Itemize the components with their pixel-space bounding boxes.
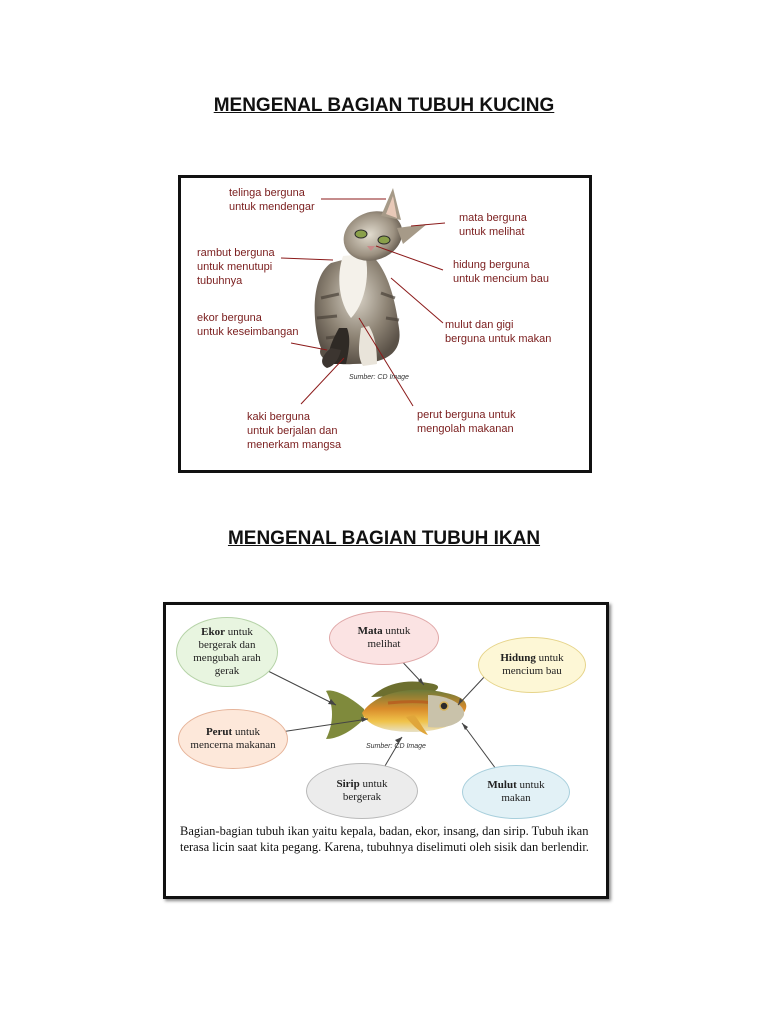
fish-section-title: MENGENAL BAGIAN TUBUH IKAN	[227, 528, 541, 549]
cat-label-legs: kaki berguna untuk berjalan dan menerkam mangsa	[247, 411, 342, 451]
fish-bubble-fin: Sirip untuk bergerak	[306, 763, 418, 819]
cat-eye-right	[378, 236, 390, 244]
fish-image-source: Sumber: CD Image	[366, 743, 426, 750]
fish-bubble-nose: Hidung untuk mencium bau	[478, 637, 586, 693]
cat-section-title: MENGENAL BAGIAN TUBUH KUCING	[213, 95, 555, 116]
fish-description: Bagian-bagian tubuh ikan yaitu kepala, badan, ekor, insang, dan sirip. Tubuh ikan terasa licin saat kita pegang. Karena, tubuhnya diselimuti oleh sisik dan berlendir.	[180, 824, 589, 854]
fish-bubble-eye: Mata untuk melihat	[329, 611, 439, 665]
fish-bubble-mouth: Mulut untuk makan	[462, 765, 570, 819]
fish-bubble-stomach: Perut untuk mencerna makanan	[178, 709, 288, 769]
cat-eye-left	[355, 230, 367, 238]
fish-eye	[440, 702, 448, 710]
cat-image-source: Sumber: CD Image	[349, 374, 409, 381]
fish-bubble-tail: Ekor untuk bergerak dan mengubah arah gerak	[176, 617, 278, 687]
cat-label-stomach: perut berguna untuk mengolah makanan	[417, 409, 516, 435]
cat-label-eye: mata berguna untuk melihat	[459, 212, 527, 238]
cat-label-nose: hidung berguna untuk mencium bau	[453, 259, 549, 285]
fish-tail-fin	[326, 691, 364, 739]
cat-label-tail: ekor berguna untuk keseimbangan	[197, 312, 299, 338]
cat-label-ear: telinga berguna untuk mendengar	[229, 187, 315, 213]
fish-diagram	[163, 602, 609, 899]
cat-label-mouth: mulut dan gigi berguna untuk makan	[445, 319, 552, 345]
cat-label-fur: rambut berguna untuk menutupi tubuhnya	[197, 247, 275, 287]
cat-diagram	[178, 175, 592, 473]
